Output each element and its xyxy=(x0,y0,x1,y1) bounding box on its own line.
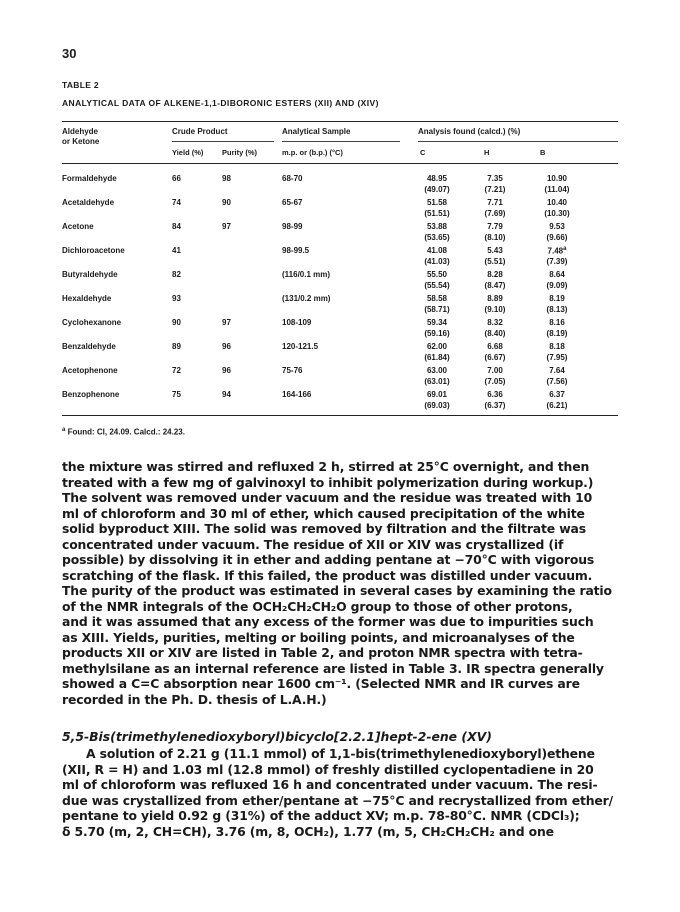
cell-b-found: 7.64 xyxy=(549,366,565,375)
header-yield: Yield (%) xyxy=(172,148,204,157)
cell-c-calc: (59.16) xyxy=(424,329,450,338)
cell-c-calc: (55.54) xyxy=(424,281,450,290)
text-line: products XII or XIV are listed in Table 2, and proton NMR spectra with tetra- xyxy=(62,645,583,660)
cell-b-found: 8.19 xyxy=(549,294,565,303)
cell-b-found: 10.40 xyxy=(546,198,568,207)
cell-b-calc: (9.66) xyxy=(546,233,568,242)
cell-c-found: 55.50 xyxy=(426,270,448,279)
header-analytical-sample: Analytical Sample xyxy=(282,127,351,136)
cell-b-calc: (8.13) xyxy=(546,305,568,314)
cell-h-calc: (7.21) xyxy=(484,185,506,194)
cell-purity: 94 xyxy=(222,390,231,399)
cell-purity: 96 xyxy=(222,366,231,375)
cell-c-calc: (49.07) xyxy=(424,185,450,194)
cell-mp: 68-70 xyxy=(282,174,303,183)
cell-mp: 120-121.5 xyxy=(282,342,319,351)
header-b: B xyxy=(540,148,546,157)
footnote-mark: a xyxy=(62,427,66,433)
cell-c-calc: (58.71) xyxy=(424,305,450,314)
cell-b-calc: (6.21) xyxy=(546,401,568,410)
cell-purity: 97 xyxy=(222,222,231,231)
text-line: the mixture was stirred and refluxed 2 h, stirred at 25°C overnight, and then xyxy=(62,459,590,474)
cell-b-found: 8.16 xyxy=(549,318,565,327)
header-mp: m.p. or (b.p.) (°C) xyxy=(282,148,343,157)
cell-purity: 97 xyxy=(222,318,231,327)
cell-b-calc: (11.04) xyxy=(544,185,570,194)
header-c: C xyxy=(420,148,426,157)
cell-compound: Formaldehyde xyxy=(62,174,117,183)
text-line: as XIII. Yields, purities, melting or boiling points, and microanalyses of the xyxy=(62,629,575,645)
cell-b-calc: (9.09) xyxy=(546,281,568,290)
text-line: A solution of 2.21 g (11.1 mmol) of 1,1-bis(trimethylenedioxyboryl)ethene xyxy=(86,746,595,761)
cell-h-found: 7.35 xyxy=(487,174,503,183)
cell-c-found: 62.00 xyxy=(426,342,448,351)
table-bottom-rule xyxy=(62,415,618,416)
cell-c-found: 63.00 xyxy=(426,366,448,375)
cell-mp: 98-99 xyxy=(282,222,303,231)
table-top-rule xyxy=(62,121,618,122)
cell-c-calc: (63.01) xyxy=(424,377,450,386)
page-number: 30 xyxy=(62,46,77,61)
cell-compound: Hexaldehyde xyxy=(62,294,112,303)
text-line: scratching of the flask. If this failed, the product was distilled under vacuum. xyxy=(62,567,593,583)
table-title: ANALYTICAL DATA OF ALKENE-1,1-DIBORONIC ESTERS (XII) AND (XIV) xyxy=(62,98,379,108)
footnote-text: Found: Cl, 24.09. Calcd.: 24.23. xyxy=(67,427,185,437)
cell-h-calc: (8.10) xyxy=(484,233,506,242)
cell-h-calc: (5.51) xyxy=(484,257,506,266)
section-paragraph xyxy=(62,746,618,839)
cell-purity: 98 xyxy=(222,174,231,183)
cell-h-found: 8.89 xyxy=(487,294,503,303)
cell-yield: 82 xyxy=(172,270,181,279)
cell-yield: 84 xyxy=(172,222,181,231)
text-line: of the NMR integrals of the OCH₂CH₂CH₂O group to those of other protons, xyxy=(62,598,573,614)
text-line: and it was assumed that any excess of the former was due to impurities such xyxy=(62,614,594,629)
cell-yield: 72 xyxy=(172,366,181,375)
cell-compound: Cyclohexanone xyxy=(62,318,122,327)
cell-c-calc: (51.51) xyxy=(424,209,450,218)
cell-b-found: 10.90 xyxy=(546,174,568,183)
cell-b-found: 8.64 xyxy=(549,270,565,279)
cell-b-calc: (7.56) xyxy=(546,377,568,386)
cell-h-found: 8.32 xyxy=(487,318,503,327)
cell-b-calc: (8.19) xyxy=(546,329,568,338)
cell-mp: 98-99.5 xyxy=(282,246,310,255)
text-line: ml of chloroform was refluxed 16 h and concentrated under vacuum. The resi- xyxy=(62,777,598,792)
header-analysis: Analysis found (calcd.) (%) xyxy=(418,127,521,136)
analysis-subrule xyxy=(418,141,618,142)
cell-mp: (131/0.2 mm) xyxy=(282,294,331,303)
body-paragraph xyxy=(62,459,618,707)
crude-subrule xyxy=(172,141,274,142)
cell-h-calc: (6.67) xyxy=(484,353,506,362)
cell-c-found: 41.08 xyxy=(426,246,448,255)
footnote-ref: a xyxy=(563,246,567,252)
cell-b-calc: (7.95) xyxy=(546,353,568,362)
cell-h-calc: (8.47) xyxy=(484,281,506,290)
cell-h-calc: (8.40) xyxy=(484,329,506,338)
cell-c-found: 53.88 xyxy=(426,222,448,231)
text-line: ml of chloroform and 30 ml of ether, which caused precipitation of the white xyxy=(62,505,585,521)
cell-h-found: 7.00 xyxy=(487,366,503,375)
cell-h-calc: (7.69) xyxy=(484,209,506,218)
cell-b-found: 8.18 xyxy=(549,342,565,351)
cell-yield: 66 xyxy=(172,174,181,183)
cell-yield: 75 xyxy=(172,390,181,399)
cell-b-found: 7.48$^a$ xyxy=(547,246,567,256)
text-line: solid byproduct XIII. The solid was removed by filtration and the filtrate was xyxy=(62,521,586,536)
cell-compound: Benzaldehyde xyxy=(62,342,116,351)
text-line: recorded in the Ph. D. thesis of L.A.H.) xyxy=(62,691,327,707)
cell-h-found: 7.71 xyxy=(487,198,503,207)
cell-mp: (116/0.1 mm) xyxy=(282,270,331,279)
cell-b-calc: (7.39) xyxy=(546,257,568,266)
cell-compound: Acetophenone xyxy=(62,366,118,375)
cell-c-calc: (69.03) xyxy=(424,401,450,410)
header-purity: Purity (%) xyxy=(222,148,258,157)
table-footnote xyxy=(62,427,185,437)
text-line: methylsilane as an internal reference are listed in Table 3. IR spectra generally xyxy=(62,660,604,676)
text-line: treated with a few mg of galvinoxyl to inhibit polymerization during workup.) xyxy=(62,474,594,490)
cell-b-found: 6.37 xyxy=(549,390,565,399)
text-line: δ 5.70 (m, 2, CH=CH), 3.76 (m, 8, OCH₂), 1.77 (m, 5, CH₂CH₂CH₂ and one xyxy=(62,823,554,839)
table-label: TABLE 2 xyxy=(62,80,99,90)
cell-h-found: 6.36 xyxy=(487,390,503,399)
cell-yield: 89 xyxy=(172,342,181,351)
text-line: concentrated under vacuum. The residue of XII or XIV was crystallized (if xyxy=(62,536,564,552)
cell-compound: Benzophenone xyxy=(62,390,120,399)
cell-yield: 93 xyxy=(172,294,181,303)
text-line: showed a C=C absorption near 1600 cm⁻¹. (Selected NMR and IR curves are xyxy=(62,676,580,691)
cell-purity: 90 xyxy=(222,198,231,207)
text-line: The purity of the product was estimated in several cases by examining the ratio xyxy=(62,583,612,598)
table-header-rule xyxy=(62,163,618,164)
cell-yield: 90 xyxy=(172,318,181,327)
cell-yield: 41 xyxy=(172,246,181,255)
cell-h-calc: (6.37) xyxy=(484,401,506,410)
cell-compound: Acetone xyxy=(62,222,94,231)
cell-yield: 74 xyxy=(172,198,181,207)
cell-c-found: 48.95 xyxy=(426,174,448,183)
cell-c-calc: (61.84) xyxy=(424,353,450,362)
cell-c-found: 51.58 xyxy=(426,198,448,207)
cell-b-found: 9.53 xyxy=(549,222,565,231)
cell-mp: 164-166 xyxy=(282,390,312,399)
cell-compound: Butyraldehyde xyxy=(62,270,118,279)
cell-h-calc: (7.05) xyxy=(484,377,506,386)
cell-c-found: 58.58 xyxy=(426,294,448,303)
cell-h-calc: (9.10) xyxy=(484,305,506,314)
cell-h-found: 8.28 xyxy=(487,270,503,279)
text-line: due was crystallized from ether/pentane at −75°C and recrystallized from ether/ xyxy=(62,792,613,808)
sample-subrule xyxy=(282,141,400,142)
text-line: possible) by dissolving it in ether and adding pentane at −70°C with vigorous xyxy=(62,552,595,567)
cell-c-found: 59.34 xyxy=(426,318,448,327)
cell-mp: 108-109 xyxy=(282,318,312,327)
cell-h-found: 7.79 xyxy=(487,222,503,231)
cell-h-found: 6.68 xyxy=(487,342,503,351)
cell-compound: Dichloroacetone xyxy=(62,246,125,255)
header-aldehyde: Aldehyde or Ketone xyxy=(62,127,100,146)
header-h: H xyxy=(484,148,490,157)
cell-compound: Acetaldehyde xyxy=(62,198,115,207)
cell-c-calc: (53.65) xyxy=(424,233,450,242)
text-line: pentane to yield 0.92 g (31%) of the adduct XV; m.p. 78-80°C. NMR (CDCl₃); xyxy=(62,808,580,823)
cell-c-found: 69.01 xyxy=(426,390,448,399)
cell-mp: 75-76 xyxy=(282,366,303,375)
cell-h-found: 5.43 xyxy=(487,246,503,255)
section-heading: 5,5-Bis(trimethylenedioxyboryl)bicyclo[2.2.1]hept-2-ene (XV) xyxy=(62,729,492,744)
text-line: (XII, R = H) and 1.03 ml (12.8 mmol) of freshly distilled cyclopentadiene in 20 xyxy=(62,761,594,777)
cell-c-calc: (41.03) xyxy=(424,257,450,266)
text-line: The solvent was removed under vacuum and the residue was treated with 10 xyxy=(62,490,593,505)
cell-purity: 96 xyxy=(222,342,231,351)
cell-b-calc: (10.30) xyxy=(544,209,570,218)
cell-mp: 65-67 xyxy=(282,198,303,207)
header-crude-product: Crude Product xyxy=(172,127,228,136)
